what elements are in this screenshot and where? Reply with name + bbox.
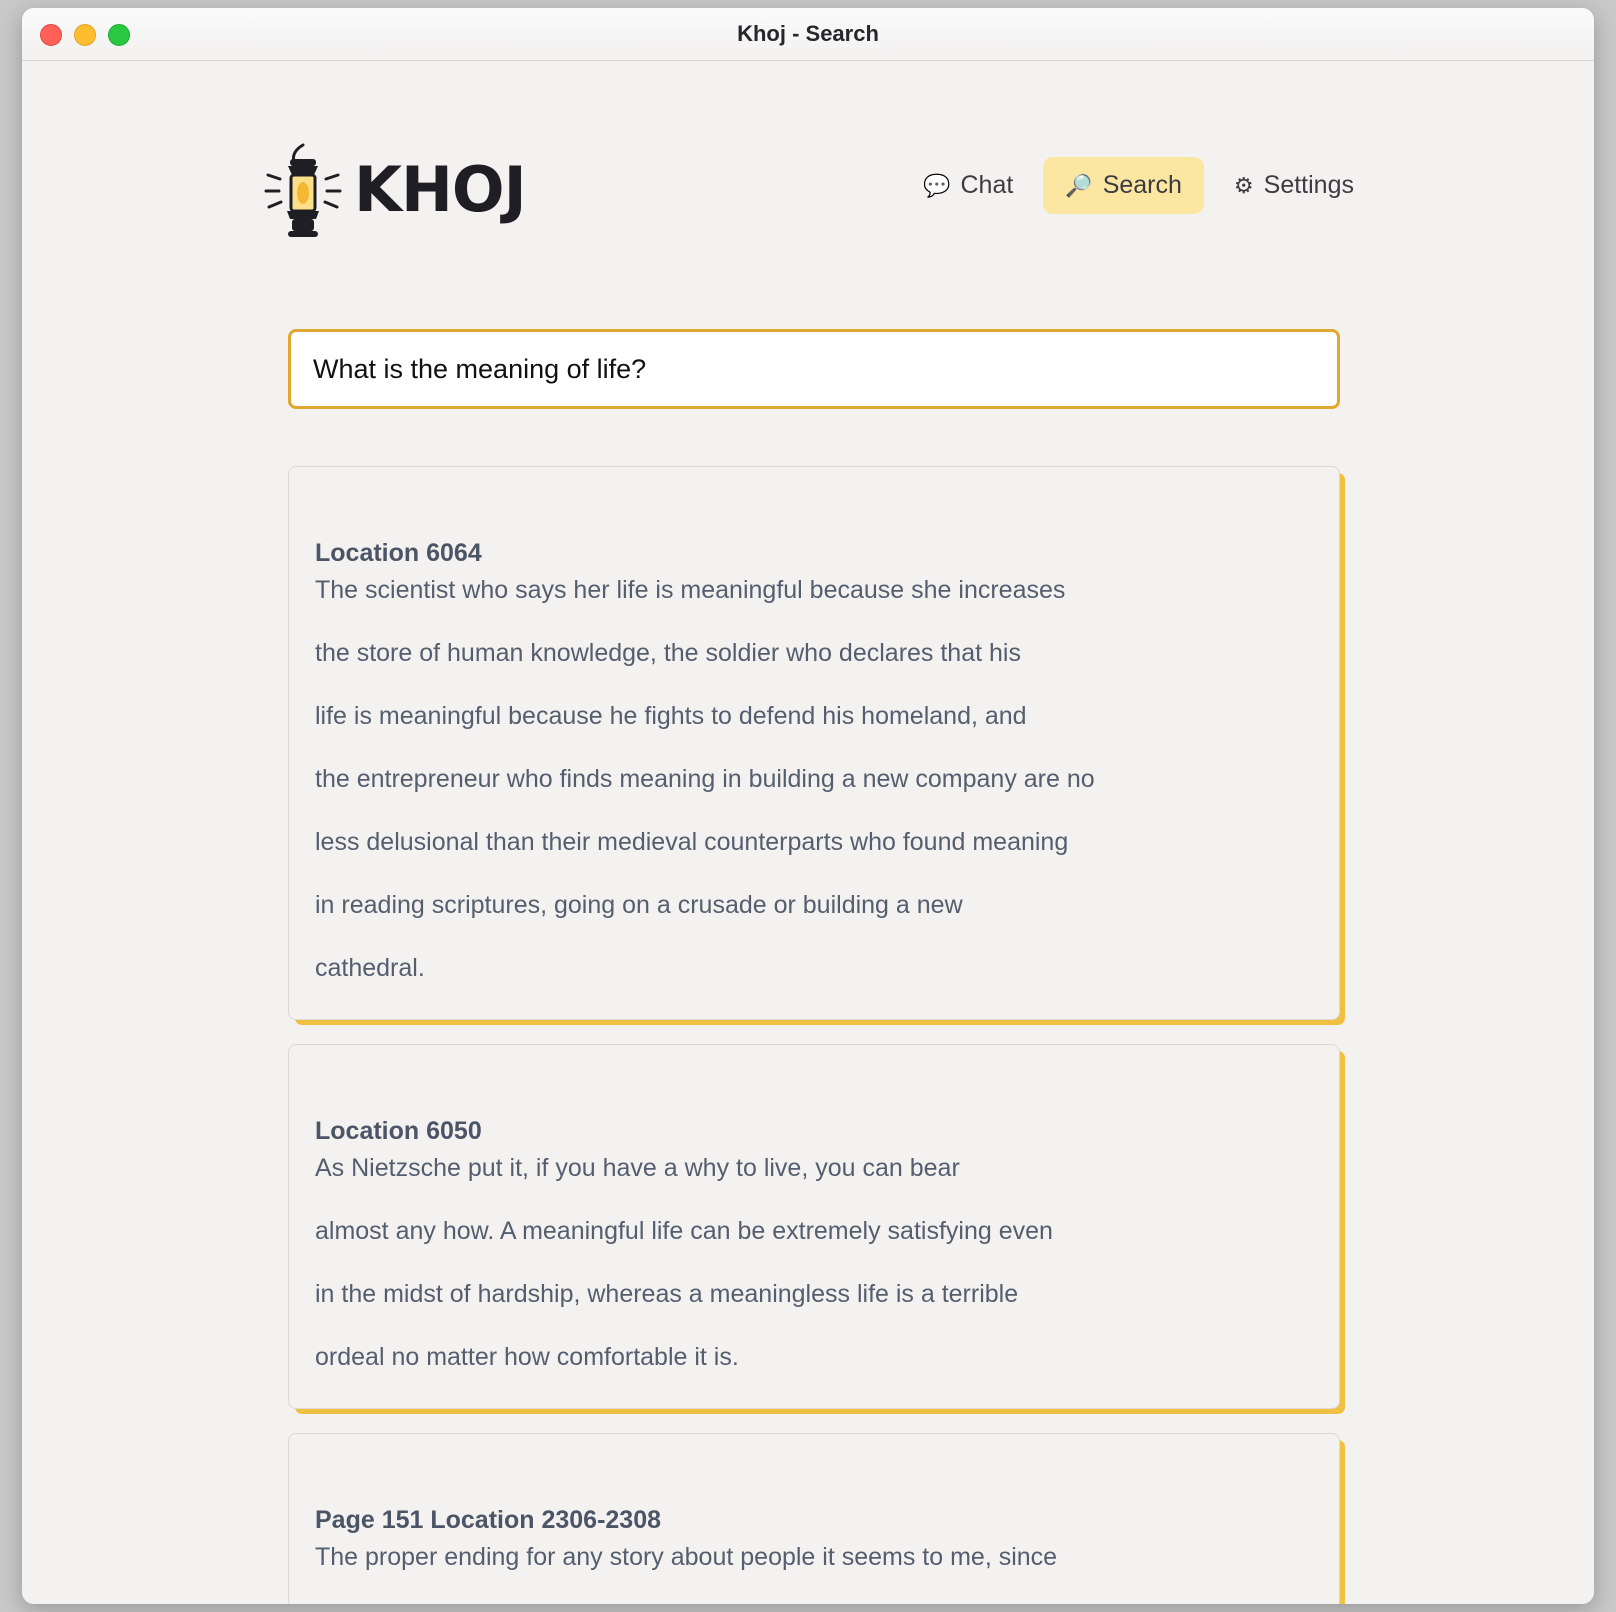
result-line: cathedral. <box>315 954 425 982</box>
app-window <box>22 8 1594 1604</box>
search-bar <box>288 329 1340 409</box>
result-title: Location 6050 <box>315 1117 482 1145</box>
brand-logo[interactable] <box>260 139 526 239</box>
title-bar <box>22 8 1594 61</box>
vertical-scrollbar[interactable] <box>1580 113 1594 1604</box>
result-line: As Nietzsche put it, if you have a why to live, you can bear <box>315 1154 960 1182</box>
app-content <box>22 61 1594 1604</box>
lantern-icon <box>260 139 346 239</box>
nav-item-search-label: Search <box>1102 171 1182 199</box>
result-line: in reading scriptures, going on a crusade or building a new <box>315 891 963 919</box>
nav-item-settings[interactable] <box>1212 157 1376 214</box>
magnifier-icon: 🔎 <box>1065 172 1093 198</box>
result-line: the entrepreneur who finds meaning in building a new company are no <box>315 765 1095 793</box>
search-results-list[interactable] <box>288 466 1358 1604</box>
gear-icon: ⚙ <box>1233 172 1254 198</box>
result-line: almost any how. A meaningful life can be extremely satisfying even <box>315 1217 1053 1245</box>
result-card[interactable] <box>288 1433 1340 1604</box>
result-line: ordeal no matter how comfortable it is. <box>315 1343 739 1371</box>
search-input[interactable] <box>288 329 1340 409</box>
result-line: in the midst of hardship, whereas a meaningless life is a terrible <box>315 1280 1019 1308</box>
result-line: The proper ending for any story about people it seems to me, since <box>315 1543 1058 1571</box>
result-line: life is meaningful because he fights to defend his homeland, and <box>315 702 1027 730</box>
nav-item-search[interactable] <box>1043 157 1204 214</box>
main-nav <box>901 157 1376 214</box>
nav-item-chat[interactable] <box>901 157 1035 214</box>
result-line: less delusional than their medieval counterparts who found meaning <box>315 828 1069 856</box>
result-line: the store of human knowledge, the soldier who declares that his <box>315 639 1021 667</box>
result-line: The scientist who says her life is meaningful because she increases <box>315 576 1066 604</box>
window-title: Khoj - Search <box>737 21 879 46</box>
result-card[interactable] <box>288 1044 1340 1409</box>
nav-item-chat-label: Chat <box>960 171 1014 199</box>
result-title: Page 151 Location 2306-2308 <box>315 1506 662 1534</box>
nav-item-settings-label: Settings <box>1263 171 1354 199</box>
brand-name: KHOJ <box>354 152 526 226</box>
result-title: Location 6064 <box>315 539 482 567</box>
chat-bubble-icon: 💬 <box>923 172 951 198</box>
app-header <box>22 61 1594 226</box>
result-card[interactable] <box>288 466 1340 1020</box>
